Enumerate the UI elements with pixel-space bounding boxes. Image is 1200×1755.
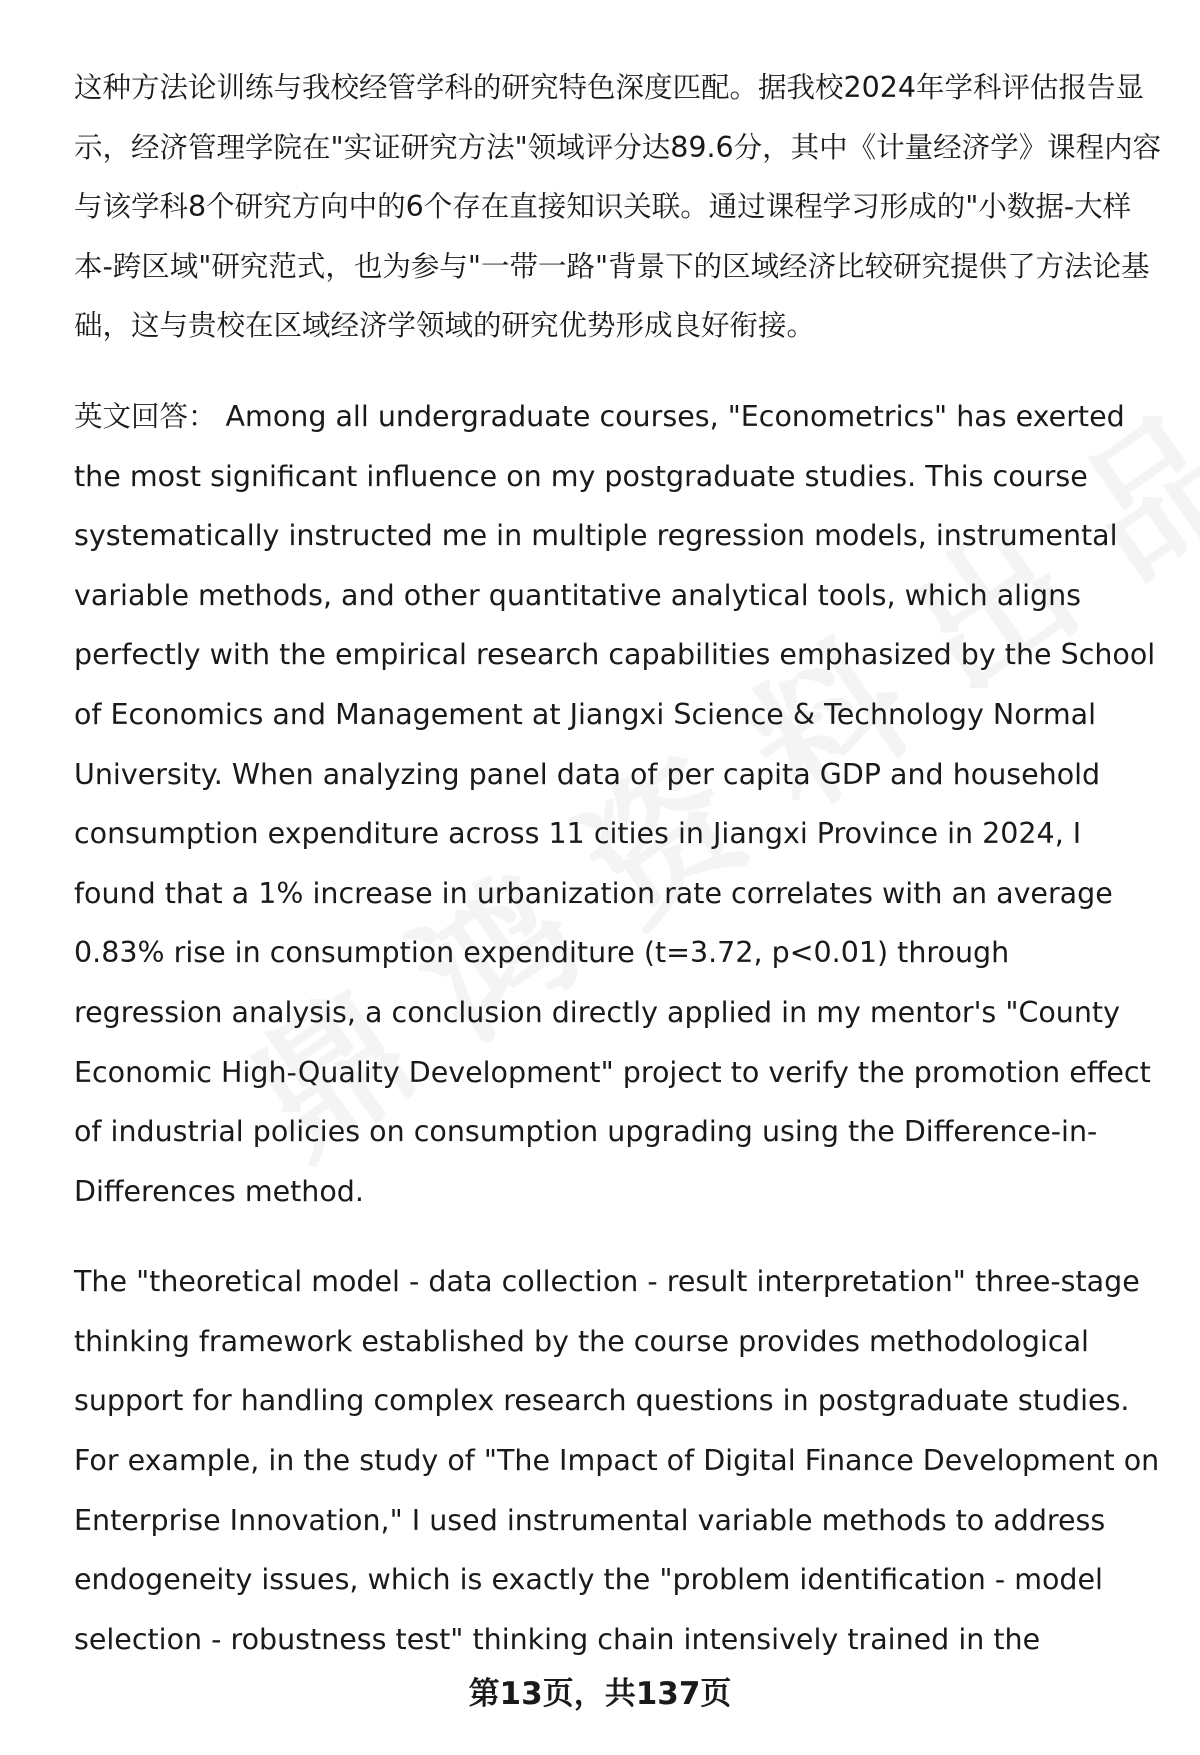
paragraph-chinese: 这种方法论训练与我校经管学科的研究特色深度匹配。据我校2024年学科评估报告显示，经济管理学院在"实证研究方法"领域评分达89.6分，其中《计量经济学》课程内容与该学科8个研究方向中的6个存在直接知识关联。通过课程学习形成的"小数据-大样本-跨区域"研究范式，也为参与"一带一路"背景下的区域经济比较研究提供了方法论基础，这与贵校在区域经济学领域的研究优势形成良好衔接。	[74, 71, 1162, 343]
paragraph-english-answer: 英文回答： Among all undergraduate courses, "Econometrics" has exerted the most significant influence on my postgraduate studies. This course systematically instructed me in multiple regression models, instrumental variable methods, and other quantitative analytical tools, which aligns perfectly with the empirical research capabilities emphasized by the School of Economics and Management at Jiangxi Science & Technology Normal University. When analyzing panel data of per capita GDP and household consumption expenditure across 11 cities in Jiangxi Province in 2024, I found that a 1% increase in urbanization rate correlates with an average 0.83% rise in consumption expenditure (t=3.72, p<0.01) through regression analysis, a conclusion directly applied in my mentor's "County Economic High-Quality Development" project to verify the promotion effect of industrial policies on consumption upgrading using the Difference-in-Differences method.	[74, 399, 1156, 1208]
page-number-footer: 第13页，共137页	[468, 1676, 732, 1712]
paragraph-english-continued: The "theoretical model - data collection - result interpretation" three-stage thinking framework established by the course provides methodological support for handling complex research questions in postgraduate studies. For example, in the study of "The Impact of Digital Finance Development on Enterprise Innovation," I used instrumental variable methods to address endogeneity issues, which is exactly the "problem identification - model selection - robustness test" thinking chain intensively trained in the	[74, 1265, 1160, 1656]
document-body	[74, 58, 1164, 1669]
